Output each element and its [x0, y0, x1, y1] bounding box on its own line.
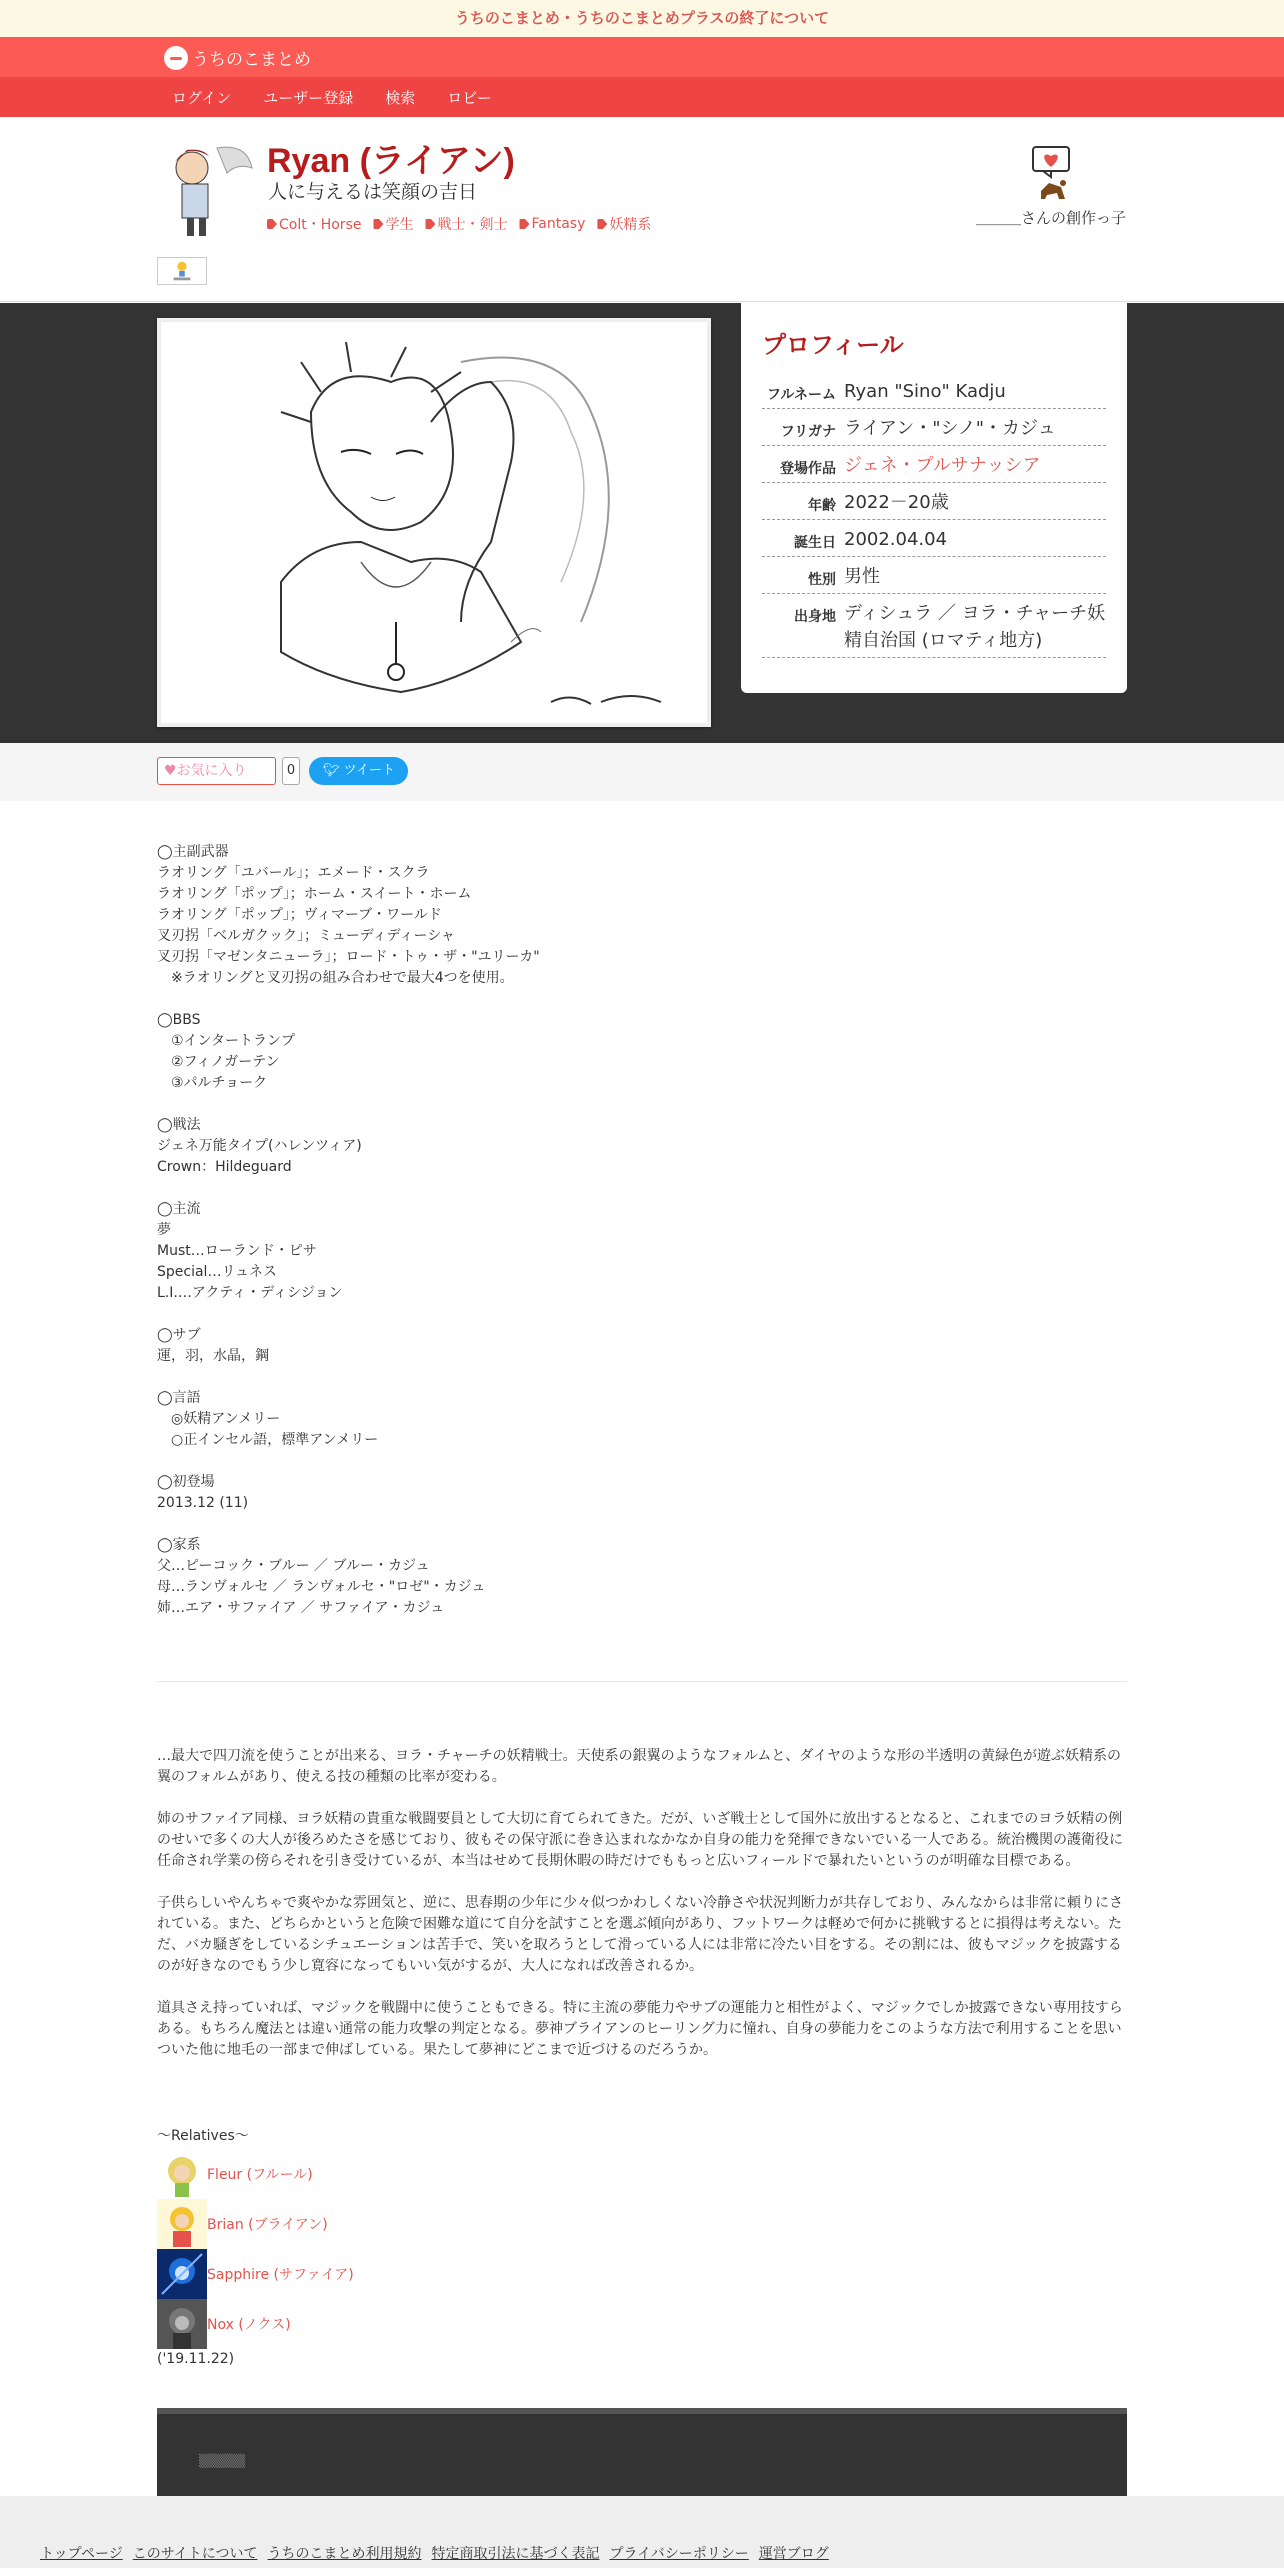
profile-heading: プロフィール [762, 331, 904, 359]
relative-item[interactable] [157, 2199, 1127, 2249]
character-header [0, 117, 1284, 302]
nav-search[interactable]: 検索 [385, 89, 416, 107]
profile-row-origin: 出身地 ディシュラ ／ ヨラ・チャーチ妖精自治国 (ロマティ地方) [762, 594, 1106, 658]
footer-links [40, 2543, 829, 2563]
profile-row-kana: フリガナ ライアン・"シノ"・カジュ [762, 409, 1106, 446]
comment-box [157, 2408, 1127, 2496]
tag-icon [267, 219, 277, 229]
tweet-button[interactable]: 🐦︎ ツイート [309, 757, 408, 785]
footer-link-top[interactable]: トップページ [40, 2546, 123, 2562]
character-name: Ryan (ライアン) [267, 142, 515, 180]
footer-link-commerce[interactable]: 特定商取引法に基づく表記 [431, 2546, 600, 2562]
nav-bar [0, 77, 1284, 117]
brand-bar [0, 37, 1284, 77]
brand-label: うちのこまとめ [192, 50, 311, 70]
relative-thumbnail[interactable] [157, 2199, 207, 2249]
creator-avatar[interactable] [1021, 143, 1081, 203]
tag-colt-horse[interactable]: Colt・Horse [267, 214, 361, 234]
footer-link-about[interactable]: このサイトについて [132, 2546, 258, 2562]
character-catchphrase: 人に与えるは笑顔の吉日 [268, 181, 478, 203]
profile-row-birthday: 誕生日 2002.04.04 [762, 520, 1106, 557]
tag-list [267, 214, 651, 234]
tag-fantasy[interactable]: Fantasy [519, 214, 585, 234]
profile-card [741, 303, 1127, 693]
logo-icon [164, 46, 188, 70]
favorite-button[interactable]: ♥お気に入り [157, 757, 276, 785]
favorite-count: 0 [282, 757, 300, 785]
character-avatar[interactable] [157, 138, 257, 238]
relative-link[interactable]: Brian (ブライアン) [207, 2217, 328, 2233]
profile-row-age: 年齢 2022－20歳 [762, 483, 1106, 520]
nav-register[interactable]: ユーザー登録 [263, 89, 354, 107]
character-description [157, 1746, 1127, 2082]
tag-icon [519, 219, 529, 229]
creator-info[interactable] [976, 143, 1126, 228]
profile-row-gender: 性別 男性 [762, 557, 1106, 594]
profile-row-fullname: フルネーム Ryan "Sino" Kadju [762, 372, 1106, 409]
twitter-icon: 🐦︎ [323, 763, 344, 778]
footer-link-terms[interactable]: うちのこまとめ利用規約 [267, 2546, 422, 2562]
relative-thumbnail[interactable] [157, 2249, 207, 2299]
tag-icon [597, 219, 607, 229]
profile-row-work: 登場作品 ジェネ・プルサナッシア [762, 446, 1106, 483]
relative-item[interactable] [157, 2149, 1127, 2199]
work-link[interactable]: ジェネ・プルサナッシア [844, 455, 1041, 476]
relatives-heading: ～Relatives～ [157, 2128, 249, 2144]
character-illustration[interactable] [157, 318, 711, 727]
creator-name: ＿＿＿さんの創作っ子 [976, 209, 1127, 227]
tag-fairy[interactable]: 妖精系 [597, 214, 651, 234]
tag-icon [425, 219, 435, 229]
relative-thumbnail[interactable] [157, 2299, 207, 2349]
relatives-section [157, 2125, 1127, 2367]
tag-icon [373, 219, 383, 229]
description-paragraph: 子供らしいやんちゃで爽やかな雰囲気と、逆に、思春期の少年に少々似つかわしくない冷静さや状況判断力が共存しており、みんなからは非常に頼りにされている。また、どちらかというと危険で困難な道にて自分を試すことを選ぶ傾向があり、フットワークは軽めで何かに挑戦するとに損得は考えない。ただ、バカ騒ぎをしているシチュエーションは苦手で、笑いを取ろうとして滑っている人には非常に冷たい目をする。その割には、彼もマジックを披露するのが好きなのでもう少し寛容になってもいい気がするが、大人になれば改善されるか。 [157, 1895, 1123, 1974]
divider [157, 1681, 1127, 1682]
tag-student[interactable]: 学生 [373, 214, 413, 234]
relative-thumbnail[interactable] [157, 2149, 207, 2199]
trophy-badge[interactable] [157, 257, 207, 285]
relatives-date: ('19.11.22) [157, 2351, 235, 2367]
nav-login[interactable]: ログイン [172, 89, 232, 107]
heart-icon: ♥ [164, 763, 177, 779]
relative-link[interactable]: Fleur (フルール) [207, 2167, 313, 2183]
nav-lobby[interactable]: ロビー [447, 89, 492, 107]
footer-link-privacy[interactable]: プライバシーポリシー [609, 2546, 749, 2562]
description-paragraph: 姉のサファイア同様、ヨラ妖精の貴重な戦闘要員として大切に育てられてきた。だが、いざ戦士として国外に放出するとなると、これまでのヨラ妖精の例のせいで多くの大人が後ろめたさを感じており、彼もその保守派に巻き込まれなかなか自身の能力を発揮できないでいる一人である。統治機関の護衛役に任命され学業の傍らそれを引き受けているが、本当はせめて長期休暇の時だけでももっと広いフィールドで暴れたいというのが明確な目標である。 [157, 1811, 1123, 1869]
relative-link[interactable]: Sapphire (サファイア) [207, 2267, 354, 2283]
character-details: ◯主副武器 ラオリング「ユバール」；エメード・スクラ ラオリング「ポップ」；ホーム・スイート・ホーム ラオリング「ポップ」；ヴィマーブ・ワールド 叉刃拐「ベルガクック」；ミューディディーシャ 叉刃拐「マゼンタニューラ」；ロード・トゥ・ザ・"ユリーカ" ※ラオリングと叉刃拐の組み合わせで最大4つを使用。 ◯BBS ①インタートランプ ②フィノガーテン ③パルチョーク ◯戦法 ジェネ万能タイプ(ハレンツィア) Crown：Hildeguard ◯主流 夢 Must…ローランド・ピサ Special…リュネス L.I.…アクティ・ディシジョン ◯サブ 運，羽，水晶，鋼 ◯言語 ◎妖精アンメリー ○正インセル語，標準アンメリー ◯初登場 2013.12 (11) ◯家系 父…ピーコック・ブルー ／ ブルー・カジュ 母…ランヴォルセ ／ ランヴォルセ・"ロゼ"・カジュ 姉…エア・サファイア ／ サファイア・カジュ [157, 844, 540, 1616]
relative-item[interactable] [157, 2249, 1127, 2299]
description-paragraph: …最大で四刀流を使うことが出来る、ヨラ・チャーチの妖精戦士。天使系の銀翼のようなフォルムと、ダイヤのような形の半透明の黄緑色が遊ぶ妖精系の翼のフォルムがあり、使える技の種類の比率が変わる。 [157, 1748, 1122, 1785]
notice-banner[interactable]: うちのこまとめ・うちのこまとめプラスの終了について [0, 0, 1284, 37]
main-nav [156, 77, 508, 118]
relative-item[interactable] [157, 2299, 1127, 2349]
relative-link[interactable]: Nox (ノクス) [207, 2317, 291, 2333]
brand-link[interactable] [164, 45, 311, 70]
comment-placeholder: ▒▒▒▒▒ [199, 2454, 246, 2468]
description-paragraph: 道具さえ持っていれば、マジックを戦闘中に使うこともできる。特に主流の夢能力やサブの運能力と相性がよく、マジックでしか披露できない専用技すらある。もちろん魔法とは違い通常の能力攻撃の判定となる。夢神ブライアンのヒーリング力に憧れ、自身の夢能力をこのような方法で利用することを思いついた他に地毛の一部まで伸ばしている。果たして夢神にどこまで近づけるのだろうか。 [157, 2000, 1123, 2058]
footer-link-blog[interactable]: 運営ブログ [758, 2546, 829, 2562]
tag-warrior[interactable]: 戦士・剣士 [425, 214, 507, 234]
